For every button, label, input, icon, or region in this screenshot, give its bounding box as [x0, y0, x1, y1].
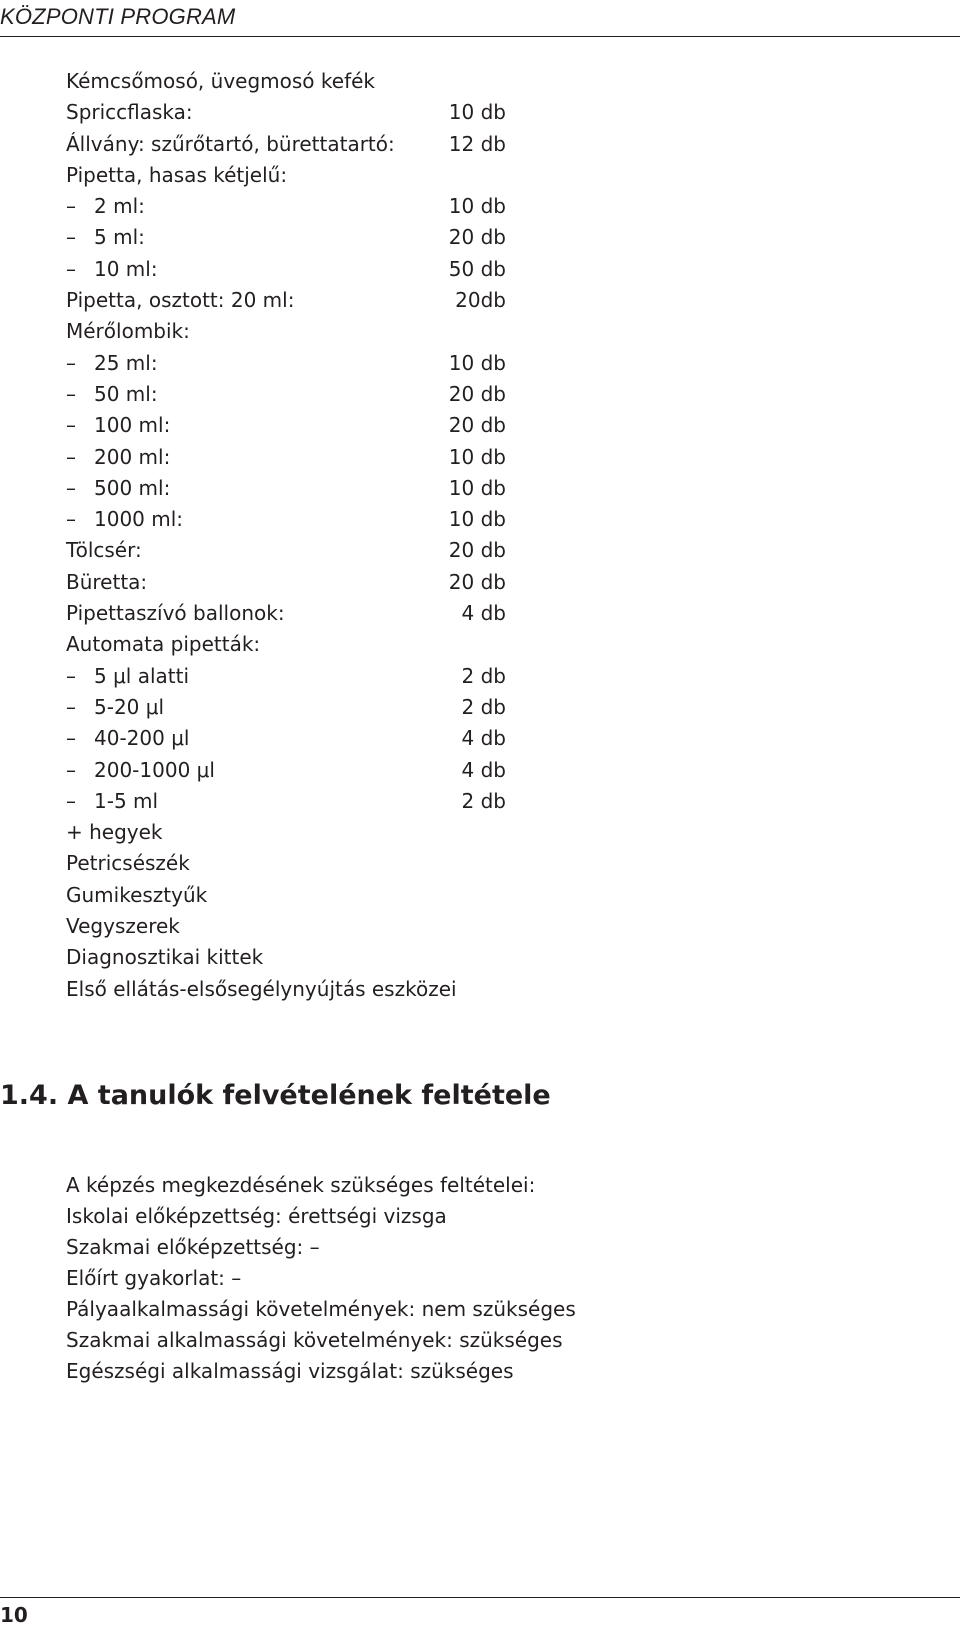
header-rule [0, 36, 960, 37]
equipment-row [66, 97, 506, 128]
equipment-row [66, 504, 506, 535]
equipment-label: Első ellátás-elsősegélynyújtás eszközei [66, 976, 457, 1001]
section-heading: 1.4. A tanulók felvételének feltétele [0, 1080, 551, 1111]
equipment-quantity: 10 db [448, 444, 506, 469]
equipment-label: 5-20 μl [94, 694, 165, 719]
equipment-row [66, 567, 506, 598]
equipment-quantity: 10 db [448, 100, 506, 125]
equipment-label: 40-200 μl [94, 726, 190, 751]
admission-requirements [66, 1170, 866, 1387]
equipment-row [66, 160, 506, 191]
equipment-row [66, 911, 506, 942]
list-dash: – [66, 225, 76, 250]
running-header: KÖZPONTI PROGRAM [0, 4, 236, 29]
equipment-row [66, 755, 506, 786]
equipment-label: 10 ml: [94, 256, 158, 281]
equipment-row [66, 285, 506, 316]
equipment-row [66, 942, 506, 973]
list-dash: – [66, 757, 76, 782]
equipment-label: 200-1000 μl [94, 757, 215, 782]
equipment-quantity: 2 db [461, 694, 506, 719]
list-dash: – [66, 444, 76, 469]
requirement-line: Pályaalkalmassági követelmények: nem szükséges [66, 1297, 576, 1321]
equipment-row [66, 817, 506, 848]
equipment-quantity: 20 db [448, 413, 506, 438]
equipment-label: Automata pipetták: [66, 632, 261, 657]
equipment-label: 1-5 ml [94, 788, 159, 813]
list-dash: – [66, 381, 76, 406]
equipment-row [66, 442, 506, 473]
equipment-row [66, 661, 506, 692]
equipment-quantity: 2 db [461, 663, 506, 688]
equipment-label: 1000 ml: [94, 507, 184, 532]
list-dash: – [66, 475, 76, 500]
list-dash: – [66, 663, 76, 688]
equipment-quantity: 10 db [448, 507, 506, 532]
list-dash: – [66, 788, 76, 813]
equipment-row [66, 692, 506, 723]
equipment-quantity: 4 db [461, 757, 506, 782]
equipment-label: Mérőlombik: [66, 319, 190, 344]
equipment-list [66, 66, 506, 1005]
equipment-label: 100 ml: [94, 413, 171, 438]
equipment-quantity: 20 db [448, 538, 506, 563]
equipment-label: Pipetta, osztott: 20 ml: [66, 288, 295, 313]
equipment-row [66, 848, 506, 879]
page-number: 10 [0, 1603, 28, 1627]
equipment-row [66, 316, 506, 347]
equipment-label: 50 ml: [94, 381, 158, 406]
equipment-label: 5 ml: [94, 225, 145, 250]
equipment-row [66, 473, 506, 504]
equipment-label: 2 ml: [94, 194, 145, 219]
equipment-quantity: 20 db [448, 569, 506, 594]
list-dash: – [66, 413, 76, 438]
equipment-label: Kémcsőmosó, üvegmosó kefék [66, 69, 375, 93]
equipment-row [66, 379, 506, 410]
equipment-quantity: 2 db [461, 788, 506, 813]
equipment-label: Pipettaszívó ballonok: [66, 601, 285, 626]
equipment-label: Tölcsér: [66, 538, 142, 563]
equipment-row [66, 629, 506, 660]
equipment-quantity: 20 db [448, 225, 506, 250]
equipment-row [66, 222, 506, 253]
equipment-label: 500 ml: [94, 475, 171, 500]
equipment-quantity: 10 db [448, 475, 506, 500]
equipment-label: Petricsészék [66, 851, 190, 876]
equipment-row [66, 66, 506, 97]
equipment-label: Büretta: [66, 569, 148, 594]
list-dash: – [66, 256, 76, 281]
equipment-label: 5 μl alatti [94, 663, 190, 688]
equipment-row [66, 974, 506, 1005]
equipment-label: Pipetta, hasas kétjelű: [66, 162, 288, 187]
equipment-row [66, 880, 506, 911]
equipment-row [66, 410, 506, 441]
requirement-line: Egészségi alkalmassági vizsgálat: szükséges [66, 1359, 514, 1383]
equipment-quantity: 4 db [461, 726, 506, 751]
equipment-label: + hegyek [66, 820, 163, 845]
equipment-row [66, 129, 506, 160]
equipment-row [66, 348, 506, 379]
equipment-row [66, 786, 506, 817]
equipment-quantity: 12 db [448, 131, 506, 156]
requirement-line: Szakmai előképzettség: – [66, 1235, 320, 1259]
equipment-label: 25 ml: [94, 350, 158, 375]
list-dash: – [66, 507, 76, 532]
equipment-label: Állvány: szűrőtartó, bürettatartó: [66, 131, 395, 156]
equipment-label: Gumikesztyűk [66, 882, 208, 907]
equipment-quantity: 20db [455, 288, 506, 313]
equipment-row [66, 598, 506, 629]
equipment-quantity: 10 db [448, 194, 506, 219]
equipment-label: 200 ml: [94, 444, 171, 469]
requirement-line: Szakmai alkalmassági követelmények: szükséges [66, 1328, 563, 1352]
list-dash: – [66, 694, 76, 719]
equipment-quantity: 10 db [448, 350, 506, 375]
equipment-quantity: 4 db [461, 601, 506, 626]
requirement-line: A képzés megkezdésének szükséges feltételei: [66, 1173, 536, 1197]
list-dash: – [66, 726, 76, 751]
requirement-line: Iskolai előképzettség: érettségi vizsga [66, 1204, 447, 1228]
list-dash: – [66, 194, 76, 219]
equipment-row [66, 191, 506, 222]
equipment-label: Spriccflaska: [66, 100, 193, 125]
equipment-row [66, 723, 506, 754]
equipment-quantity: 50 db [448, 256, 506, 281]
equipment-quantity: 20 db [448, 381, 506, 406]
list-dash: – [66, 350, 76, 375]
equipment-label: Vegyszerek [66, 914, 180, 939]
equipment-label: Diagnosztikai kittek [66, 945, 264, 970]
requirement-line: Előírt gyakorlat: – [66, 1266, 242, 1290]
equipment-row [66, 535, 506, 566]
footer-rule [0, 1597, 960, 1598]
equipment-row [66, 254, 506, 285]
